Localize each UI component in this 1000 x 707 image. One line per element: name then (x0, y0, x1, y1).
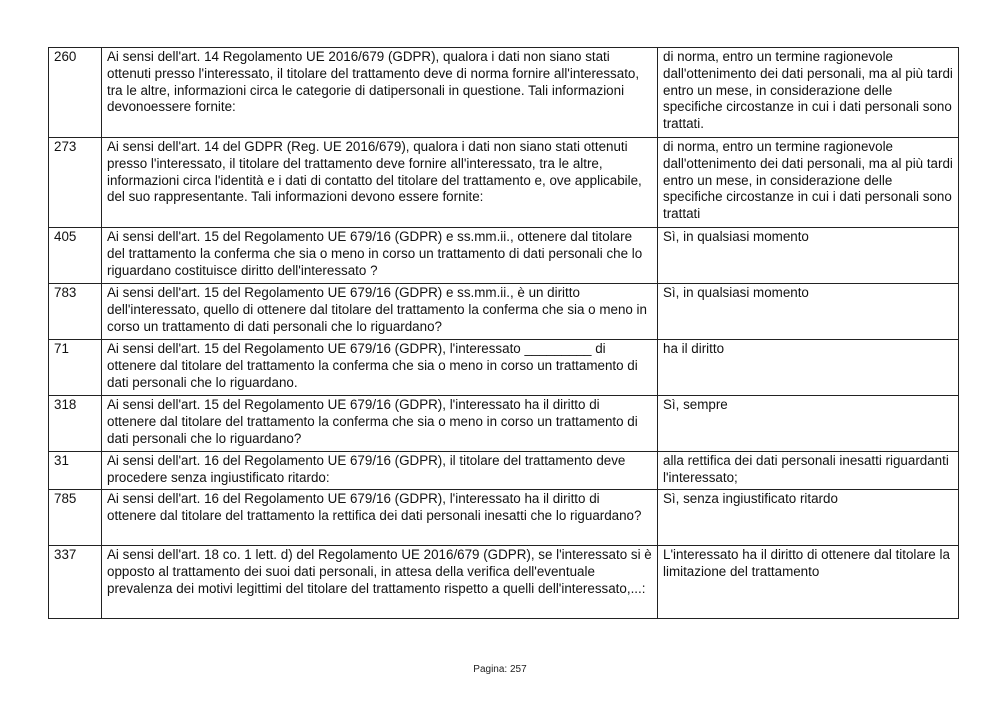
row-question: Ai sensi dell'art. 15 del Regolamento UE 679/16 (GDPR), l'interessato _________ di ottenere dal titolare del trattamento la conferma che sia o meno in corso un trattamento di dati personali che lo riguardano. (102, 340, 658, 396)
row-answer: Sì, sempre (658, 396, 959, 452)
table-row (49, 340, 959, 396)
row-answer: alla rettifica dei dati personali inesatti riguardanti l'interessato; (658, 452, 959, 490)
row-id: 71 (49, 340, 102, 396)
table-row (49, 284, 959, 340)
row-id: 318 (49, 396, 102, 452)
row-answer: Sì, in qualsiasi momento (658, 228, 959, 284)
row-question: Ai sensi dell'art. 16 del Regolamento UE 679/16 (GDPR), l'interessato ha il diritto di ottenere dal titolare del trattamento la rettifica dei dati personali inesatti che lo riguardano? (102, 490, 658, 546)
row-id: 785 (49, 490, 102, 546)
row-question: Ai sensi dell'art. 15 del Regolamento UE 679/16 (GDPR) e ss.mm.ii., ottenere dal titolare del trattamento la conferma che sia o meno in corso un trattamento di dati personali che lo riguardano costituisce diritto dell'interessato ? (102, 228, 658, 284)
row-answer: Sì, in qualsiasi momento (658, 284, 959, 340)
table-row (49, 490, 959, 546)
table-row (49, 228, 959, 284)
row-question: Ai sensi dell'art. 18 co. 1 lett. d) del Regolamento UE 2016/679 (GDPR), se l'interessato si è opposto al trattamento dei suoi dati personali, in attesa della verifica dell'eventuale prevalenza dei motivi legittimi del titolare del trattamento rispetto a quelli dell'interessato,...: (102, 546, 658, 619)
row-question: Ai sensi dell'art. 15 del Regolamento UE 679/16 (GDPR) e ss.mm.ii., è un diritto dell'interessato, quello di ottenere dal titolare del trattamento la conferma che sia o meno in corso un trattamento di dati personali che lo riguardano? (102, 284, 658, 340)
row-answer: ha il diritto (658, 340, 959, 396)
row-id: 260 (49, 48, 102, 138)
row-id: 405 (49, 228, 102, 284)
table-row (49, 452, 959, 490)
row-id: 337 (49, 546, 102, 619)
row-answer: di norma, entro un termine ragionevole dall'ottenimento dei dati personali, ma al più tardi entro un mese, in considerazione delle specifiche circostanze in cui i dati personali sono trattati (658, 138, 959, 228)
page-number: Pagina: 257 (473, 664, 527, 675)
row-question: Ai sensi dell'art. 16 del Regolamento UE 679/16 (GDPR), il titolare del trattamento deve procedere senza ingiustificato ritardo: (102, 452, 658, 490)
row-id: 31 (49, 452, 102, 490)
row-question: Ai sensi dell'art. 14 del GDPR (Reg. UE 2016/679), qualora i dati non siano stati ottenuti presso l'interessato, il titolare del trattamento deve fornire all'interessato, tra le altre, informazioni circa l'identità e i dati di contatto del titolare del trattamento e, ove applicabile, del suo rappresentante. Tali informazioni devono essere fornite: (102, 138, 658, 228)
row-question: Ai sensi dell'art. 14 Regolamento UE 2016/679 (GDPR), qualora i dati non siano stati ottenuti presso l'interessato, il titolare del trattamento deve di norma fornire all'interessato, tra le altre, informazioni circa le categorie di datipersonali in questione. Tali informazioni devonoessere fornite: (102, 48, 658, 138)
row-id: 783 (49, 284, 102, 340)
table-row (49, 48, 959, 138)
row-answer: di norma, entro un termine ragionevole dall'ottenimento dei dati personali, ma al più tardi entro un mese, in considerazione delle specifiche circostanze in cui i dati personali sono trattati. (658, 48, 959, 138)
table-row (49, 546, 959, 619)
qa-table (48, 47, 959, 619)
row-question: Ai sensi dell'art. 15 del Regolamento UE 679/16 (GDPR), l'interessato ha il diritto di ottenere dal titolare del trattamento la conferma che sia o meno in corso un trattamento di dati personali che lo riguardano? (102, 396, 658, 452)
row-answer: L'interessato ha il diritto di ottenere dal titolare la limitazione del trattamento (658, 546, 959, 619)
row-id: 273 (49, 138, 102, 228)
table-row (49, 138, 959, 228)
row-answer: Sì, senza ingiustificato ritardo (658, 490, 959, 546)
table-row (49, 396, 959, 452)
